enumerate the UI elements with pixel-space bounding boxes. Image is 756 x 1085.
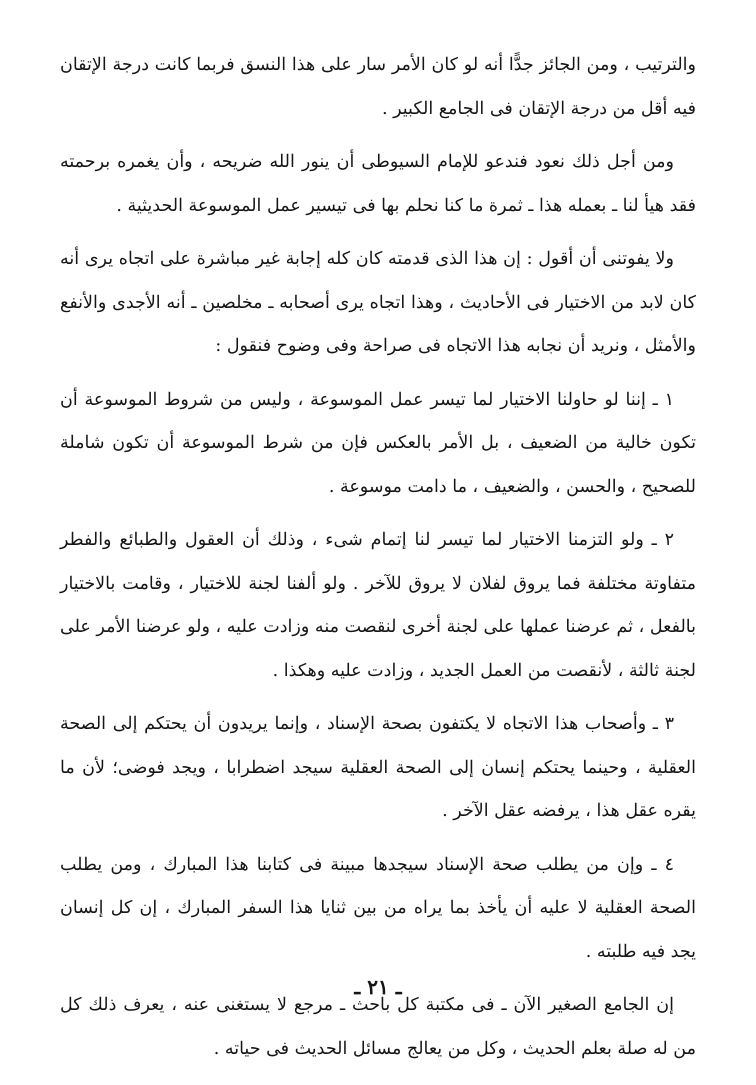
paragraph-point-1: ١ ـ إننا لو حاولنا الاختيار لما تيسر عمل الموسوعة ، وليس من شروط الموسوعة أن تكون خالية من الضعيف ، بل الأمر بالعكس فإن من شرط الموسوعة أن تكون شاملة للصحيح ، والحسن ، والضعيف ، ما دامت موسوعة . <box>60 389 696 497</box>
page-number: ـ ٢١ ـ <box>354 975 402 999</box>
paragraph-conclusion: إن الجامع الصغير الآن ـ فى مكتبة كل باحث ـ مرجع لا يستغنى عنه ، يعرف ذلك كل من له صلة بعلم الحديث ، وكل من يعالج مسائل الحديث فى حياته . <box>60 995 696 1059</box>
paragraph-continuation: والترتيب ، ومن الجائز جدًّا أنه لو كان الأمر سار على هذا النسق فربما كانت درجة الإتقان فيه أقل من درجة الإتقان فى الجامع الكبير . <box>60 55 696 119</box>
paragraph-point-2: ٢ ـ ولو التزمنا الاختيار لما تيسر لنا إتمام شىء ، وذلك أن العقول والطبائع والفطر متفاوتة مختلفة فما يروق لفلان لا يروق للآخر . ولو ألفنا لجنة للاختيار ، وقامت بالاختيار بالفعل ، ثم عرضنا عملها على لجنة أخرى لنقصت منه وزادت عليه ، ولو عرضنا الأمر على لجنة ثالثة ، لأنقصت من العمل الجديد ، وزادت عليه وهكذا . <box>60 530 696 681</box>
paragraph-prayer-suyuti: ومن أجل ذلك نعود فندعو للإمام السيوطى أن ينور الله ضريحه ، وأن يغمره برحمته فقد هيأ لنا ـ بعمله هذا ـ ثمرة ما كنا نحلم بها فى تيسير عمل الموسوعة الحديثية . <box>60 152 696 216</box>
page-body <box>60 44 696 1059</box>
paragraph-point-3: ٣ ـ وأصحاب هذا الاتجاه لا يكتفون بصحة الإسناد ، وإنما يريدون أن يحتكم إلى الصحة العقلية ، وحينما يحتكم إنسان إلى الصحة العقلية سيجد اضطرابا ، ويجد فوضى؛ لأن ما يقره عقل هذا ، يرفضه عقل الآخر . <box>60 714 696 821</box>
paragraph-point-4: ٤ ـ وإن من يطلب صحة الإسناد سيجدها مبينة فى كتابنا هذا المبارك ، ومن يطلب الصحة العقلية لا عليه أن يأخذ بما يراه من بين ثنايا هذا السفر المبارك ، إن كل إنسان يجد فيه طلبته . <box>60 854 696 962</box>
paragraph-selection-approach: ولا يفوتنى أن أقول : إن هذا الذى قدمته كان كله إجابة غير مباشرة على اتجاه يرى أنه كان لابد من الاختيار فى الأحاديث ، وهذا اتجاه يرى أصحابه ـ مخلصين ـ أنه الأجدى والأنفع والأمثل ، ونريد أن نجابه هذا الاتجاه فى صراحة وفى وضوح فنقول : <box>60 249 696 356</box>
